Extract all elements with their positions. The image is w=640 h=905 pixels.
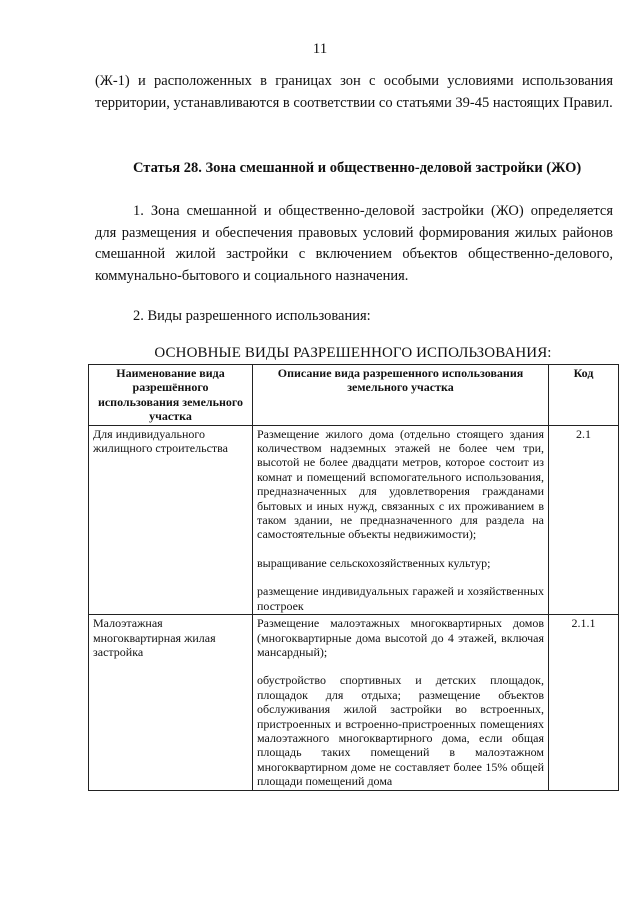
- header-description: Описание вида разрешенного использования земельного участка: [253, 365, 549, 426]
- row-code: 2.1: [549, 425, 619, 614]
- row-name: Малоэтажная многоквартирная жилая застройка: [89, 615, 253, 790]
- header-name: Наименование вида разрешённого использования земельного участка: [89, 365, 253, 426]
- article-heading: Статья 28. Зона смешанной и общественно-деловой застройки (ЖО): [133, 160, 582, 176]
- description-part: выращивание сельскохозяйственных культур;: [257, 555, 491, 570]
- table-title: ОСНОВНЫЕ ВИДЫ РАЗРЕШЕННОГО ИСПОЛЬЗОВАНИЯ:: [154, 345, 552, 361]
- row-description: [253, 425, 549, 614]
- header-code: Код: [549, 365, 619, 426]
- description-part: обустройство спортивных и детских площадок, площадок для отдыха; размещение объектов обслуживания жилой застройки во встроенных, пристроенных и встроенно-пристроенных помещениях малоэтажного многоквартирного дома, если общая площадь таких помещений в малоэтажном многоквартирном доме не составляет более 15% общей площади помещений дома: [257, 673, 544, 789]
- table-row: [89, 425, 619, 614]
- row-code: 2.1.1: [549, 615, 619, 790]
- paragraph-zone-definition: 1. Зона смешанной и общественно-деловой застройки (ЖО) определяется для размещения и обеспечения правовых условий формирования жилых районов смешанной жилой застройки с включением объектов общественно-делового, коммунально-бытового и социального назначения.: [95, 203, 613, 284]
- page-number: 11: [312, 41, 328, 57]
- row-name: Для индивидуального жилищного строительства: [89, 425, 253, 614]
- description-part: Размещение жилого дома (отдельно стоящего здания количеством надземных этажей не более чем три, высотой не более двадцати метров, которое состоит из комнат и помещений вспомогательного использования, предназначенных для удовлетворения гражданами бытовых и иных нужд, связанных с их проживанием в таком здании, не предназначенного для раздела на самостоятельные объекты недвижимости);: [257, 426, 544, 542]
- paragraph-permitted-uses: 2. Виды разрешенного использования:: [133, 308, 371, 324]
- permitted-uses-table: [88, 364, 619, 791]
- table-header-row: [89, 365, 619, 426]
- description-part: Размещение малоэтажных многоквартирных домов (многоквартирные дома высотой до 4 этажей, включая мансардный);: [257, 616, 544, 659]
- description-part: размещение индивидуальных гаражей и хозяйственных построек: [257, 584, 544, 613]
- intro-paragraph: (Ж-1) и расположенных в границах зон с особыми условиями использования территории, устанавливаются в соответствии со статьями 39-45 настоящих Правил.: [95, 73, 613, 111]
- table-row: [89, 615, 619, 790]
- row-description: [253, 615, 549, 790]
